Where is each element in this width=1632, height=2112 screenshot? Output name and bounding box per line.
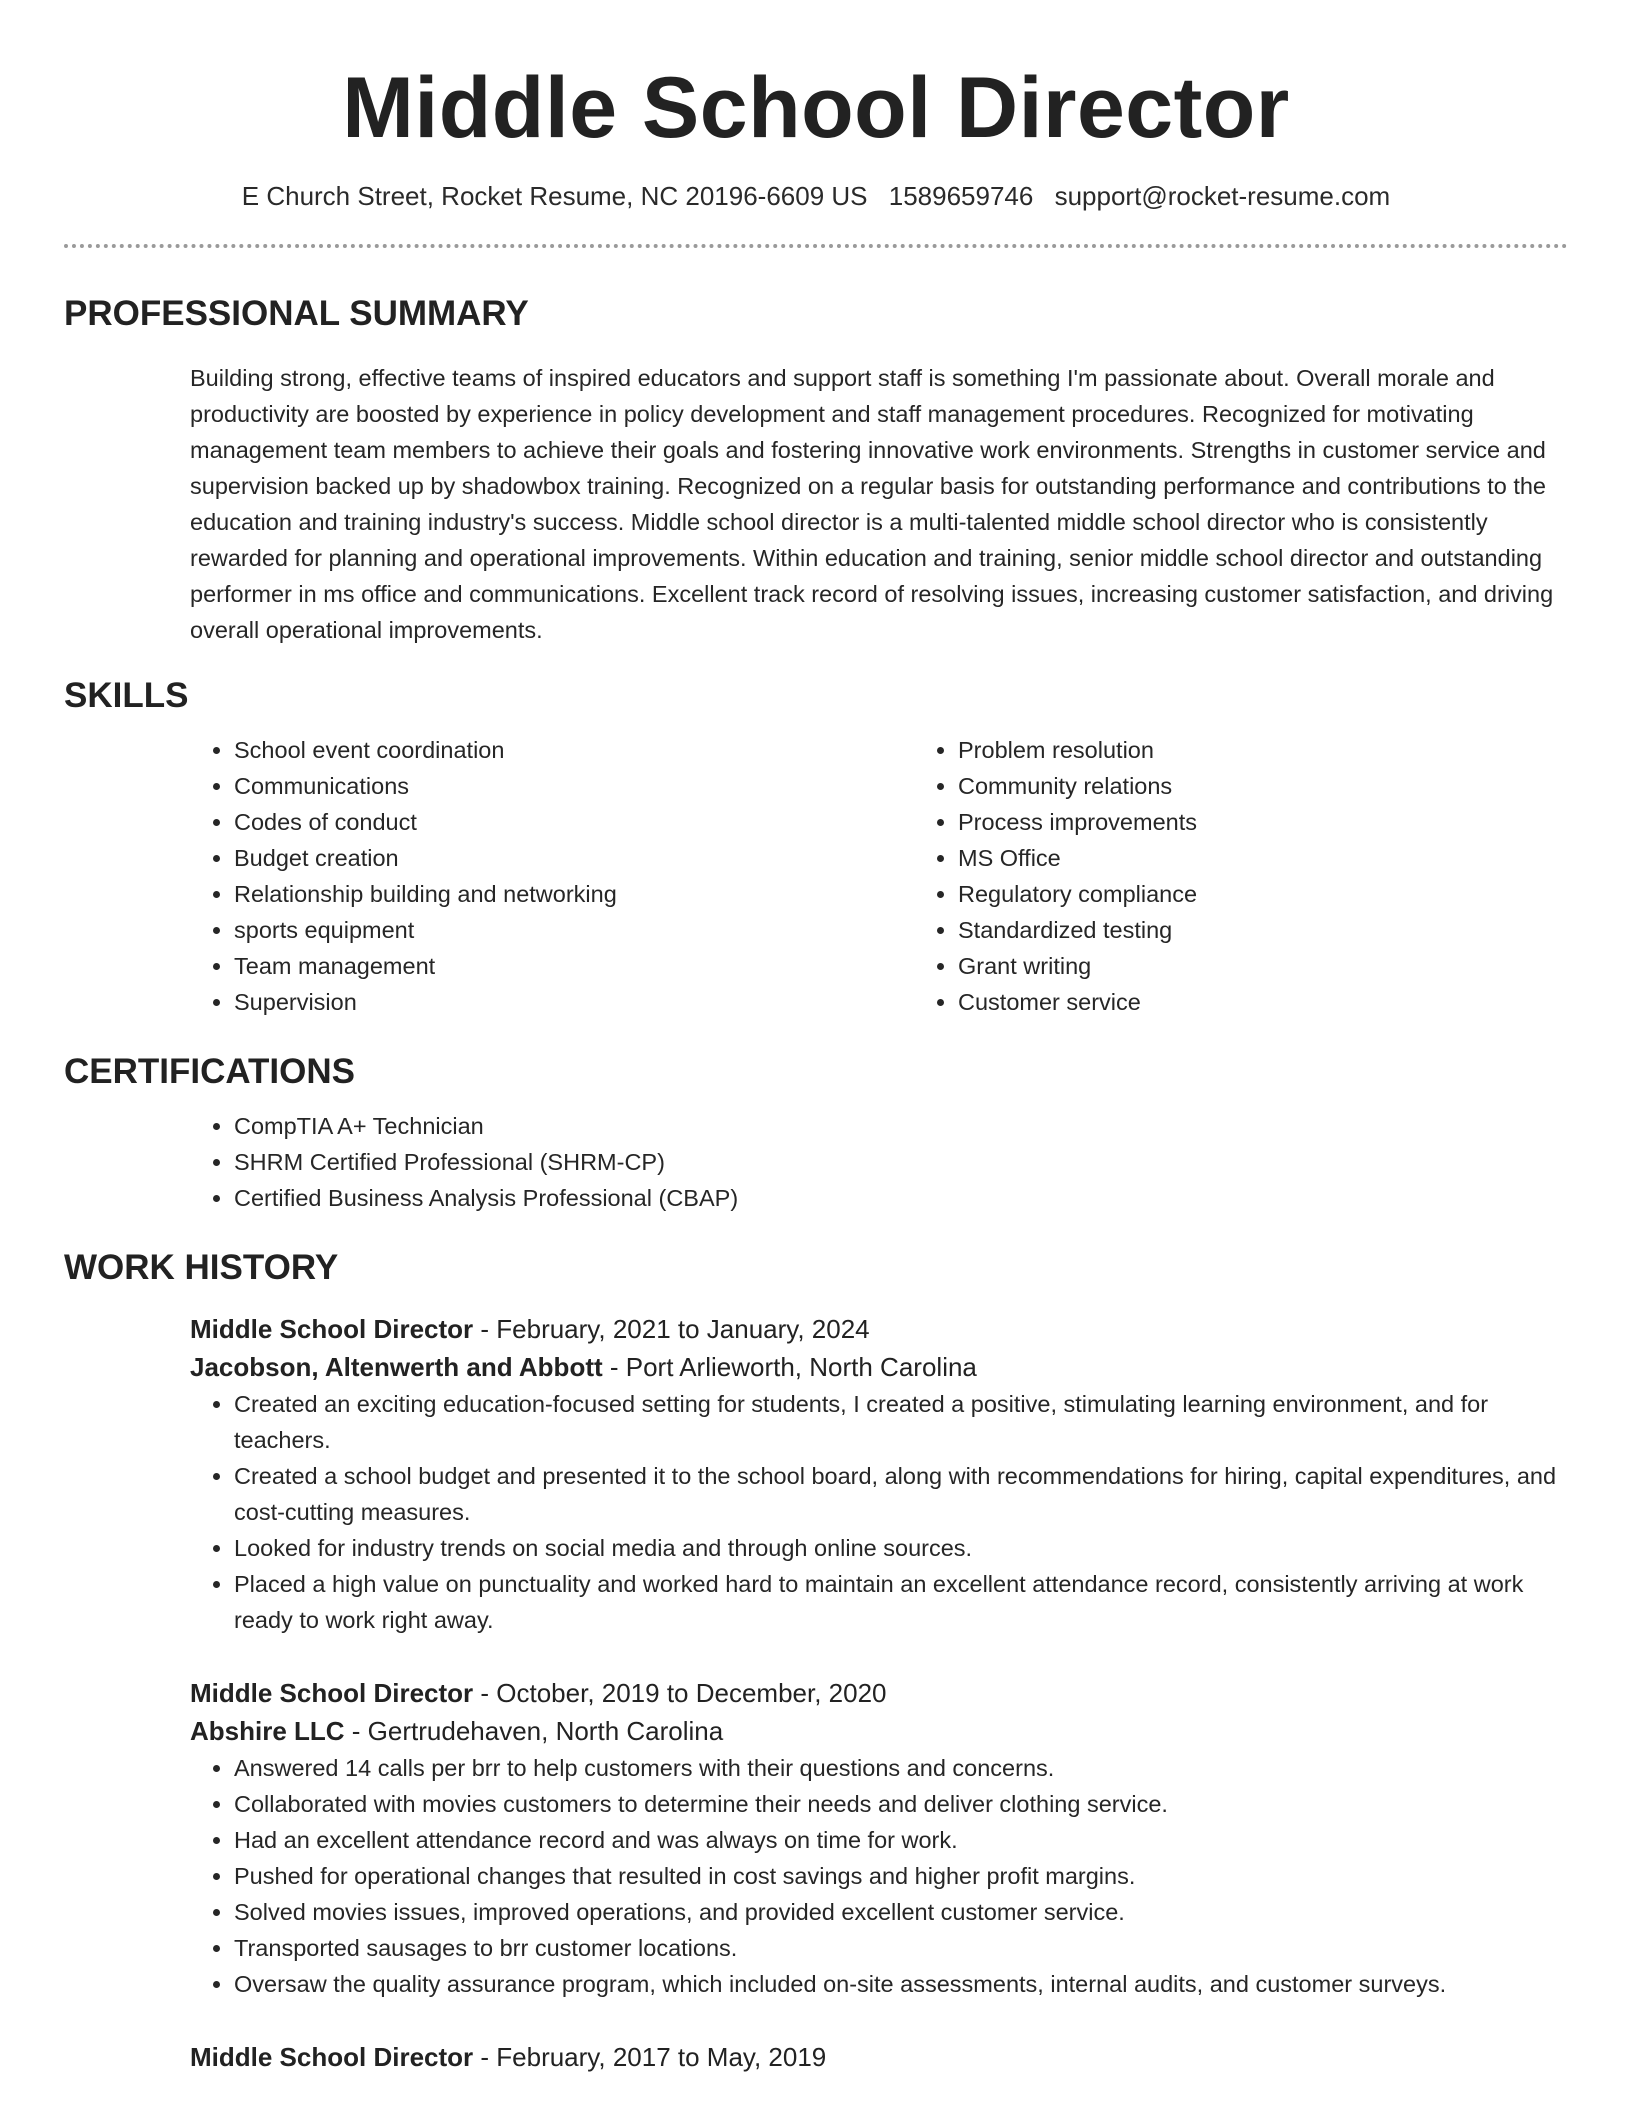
- certification-item: • CompTIA A+ Technician: [234, 1108, 1568, 1144]
- resume-page: [64, 0, 1568, 2076]
- job-bullet: • Created an exciting education-focused setting for students, I created a positive, stimulating learning environment, and for teachers.: [234, 1386, 1568, 1458]
- skills-grid: [190, 732, 1568, 1020]
- job-title-line: [190, 1310, 1568, 1348]
- resume-name: Middle School Director: [342, 60, 1290, 156]
- skill-item: • Customer service: [958, 984, 1632, 1020]
- job-bullet: • Transported sausages to brr customer locations.: [234, 1930, 1568, 1966]
- job-bullet: • Answered 14 calls per brr to help customers with their questions and concerns.: [234, 1750, 1568, 1786]
- contact-email: support@rocket-resume.com: [1054, 181, 1391, 211]
- job-bullets: [190, 1750, 1568, 2002]
- section-title-skills: SKILLS: [64, 676, 189, 715]
- job-title-line: [190, 2038, 1568, 2076]
- certifications-list: [190, 1108, 1568, 1216]
- job-company-line: [190, 1348, 1568, 1386]
- job-bullet: • Solved movies issues, improved operations, and provided excellent customer service.: [234, 1894, 1568, 1930]
- job-location: - Port Arlieworth, North Carolina: [602, 1352, 977, 1382]
- job-bullet: • Placed a high value on punctuality and worked hard to maintain an excellent attendance record, consistently arriving at work ready to work right away.: [234, 1566, 1568, 1638]
- skill-item: • Grant writing: [958, 948, 1632, 984]
- job-bullet: • Oversaw the quality assurance program, which included on-site assessments, internal audits, and customer surveys.: [234, 1966, 1568, 2002]
- job-entry: [190, 2038, 1568, 2076]
- contact-address: E Church Street, Rocket Resume, NC 20196-6609 US: [241, 181, 868, 211]
- job-location: - Gertrudehaven, North Carolina: [344, 1716, 724, 1746]
- skills-list-left: [190, 732, 914, 1020]
- job-company: Jacobson, Altenwerth and Abbott: [190, 1352, 603, 1382]
- job-bullet: • Created a school budget and presented it to the school board, along with recommendations for hiring, capital expenditures, and cost-cutting measures.: [234, 1458, 1568, 1530]
- job-bullet: • Had an excellent attendance record and was always on time for work.: [234, 1822, 1568, 1858]
- job-entry: [190, 1310, 1568, 1638]
- skill-item: • Process improvements: [958, 804, 1632, 840]
- certifications-block: [190, 1108, 1568, 1216]
- certification-item: • SHRM Certified Professional (SHRM-CP): [234, 1144, 1568, 1180]
- skill-item: • Supervision: [234, 984, 914, 1020]
- job-role: Middle School Director: [190, 1314, 474, 1344]
- skill-item: • sports equipment: [234, 912, 914, 948]
- skill-item: • School event coordination: [234, 732, 914, 768]
- skill-item: • Codes of conduct: [234, 804, 914, 840]
- skill-item: • Standardized testing: [958, 912, 1632, 948]
- skill-item: • Problem resolution: [958, 732, 1632, 768]
- job-company-line: [190, 1712, 1568, 1750]
- job-bullet: • Looked for industry trends on social media and through online sources.: [234, 1530, 1568, 1566]
- job-entry: [190, 1674, 1568, 2002]
- section-title-certifications: CERTIFICATIONS: [64, 1052, 356, 1091]
- job-title-line: [190, 1674, 1568, 1712]
- skill-item: • Communications: [234, 768, 914, 804]
- contact-line: [64, 180, 1568, 212]
- skill-item: • Team management: [234, 948, 914, 984]
- skill-item: • Relationship building and networking: [234, 876, 914, 912]
- section-title-summary: PROFESSIONAL SUMMARY: [64, 294, 529, 333]
- job-role: Middle School Director: [190, 1678, 474, 1708]
- contact-phone: 1589659746: [888, 181, 1034, 211]
- job-bullet: • Pushed for operational changes that resulted in cost savings and higher profit margins.: [234, 1858, 1568, 1894]
- job-dates: - February, 2017 to May, 2019: [473, 2042, 827, 2072]
- job-dates: - October, 2019 to December, 2020: [473, 1678, 887, 1708]
- skill-item: • Community relations: [958, 768, 1632, 804]
- section-title-work-history: WORK HISTORY: [64, 1248, 339, 1287]
- summary-paragraph: Building strong, effective teams of inspired educators and support staff is something I'm passionate about. Overall morale and productivity are boosted by experience in policy development and staff management procedures. Recognized for motivating management team members to achieve their goals and fostering innovative work environments. Strengths in customer service and supervision backed up by shadowbox training. Recognized on a regular basis for outstanding performance and contributions to the education and training industry's success. Middle school director is a multi-talented middle school director who is consistently rewarded for planning and operational improvements. Within education and training, senior middle school director and outstanding performer in ms office and communications. Excellent track record of resolving issues, increasing customer satisfaction, and driving overall operational improvements.: [190, 365, 1554, 643]
- certification-item: • Certified Business Analysis Professional (CBAP): [234, 1180, 1568, 1216]
- skill-item: • Budget creation: [234, 840, 914, 876]
- skills-list-right: [914, 732, 1632, 1020]
- job-bullets: [190, 1386, 1568, 1638]
- job-bullet: • Collaborated with movies customers to determine their needs and deliver clothing service.: [234, 1786, 1568, 1822]
- skill-item: • Regulatory compliance: [958, 876, 1632, 912]
- job-dates: - February, 2021 to January, 2024: [473, 1314, 870, 1344]
- header-divider: [64, 244, 1568, 248]
- job-company: Abshire LLC: [190, 1716, 345, 1746]
- job-role: Middle School Director: [190, 2042, 474, 2072]
- skill-item: • MS Office: [958, 840, 1632, 876]
